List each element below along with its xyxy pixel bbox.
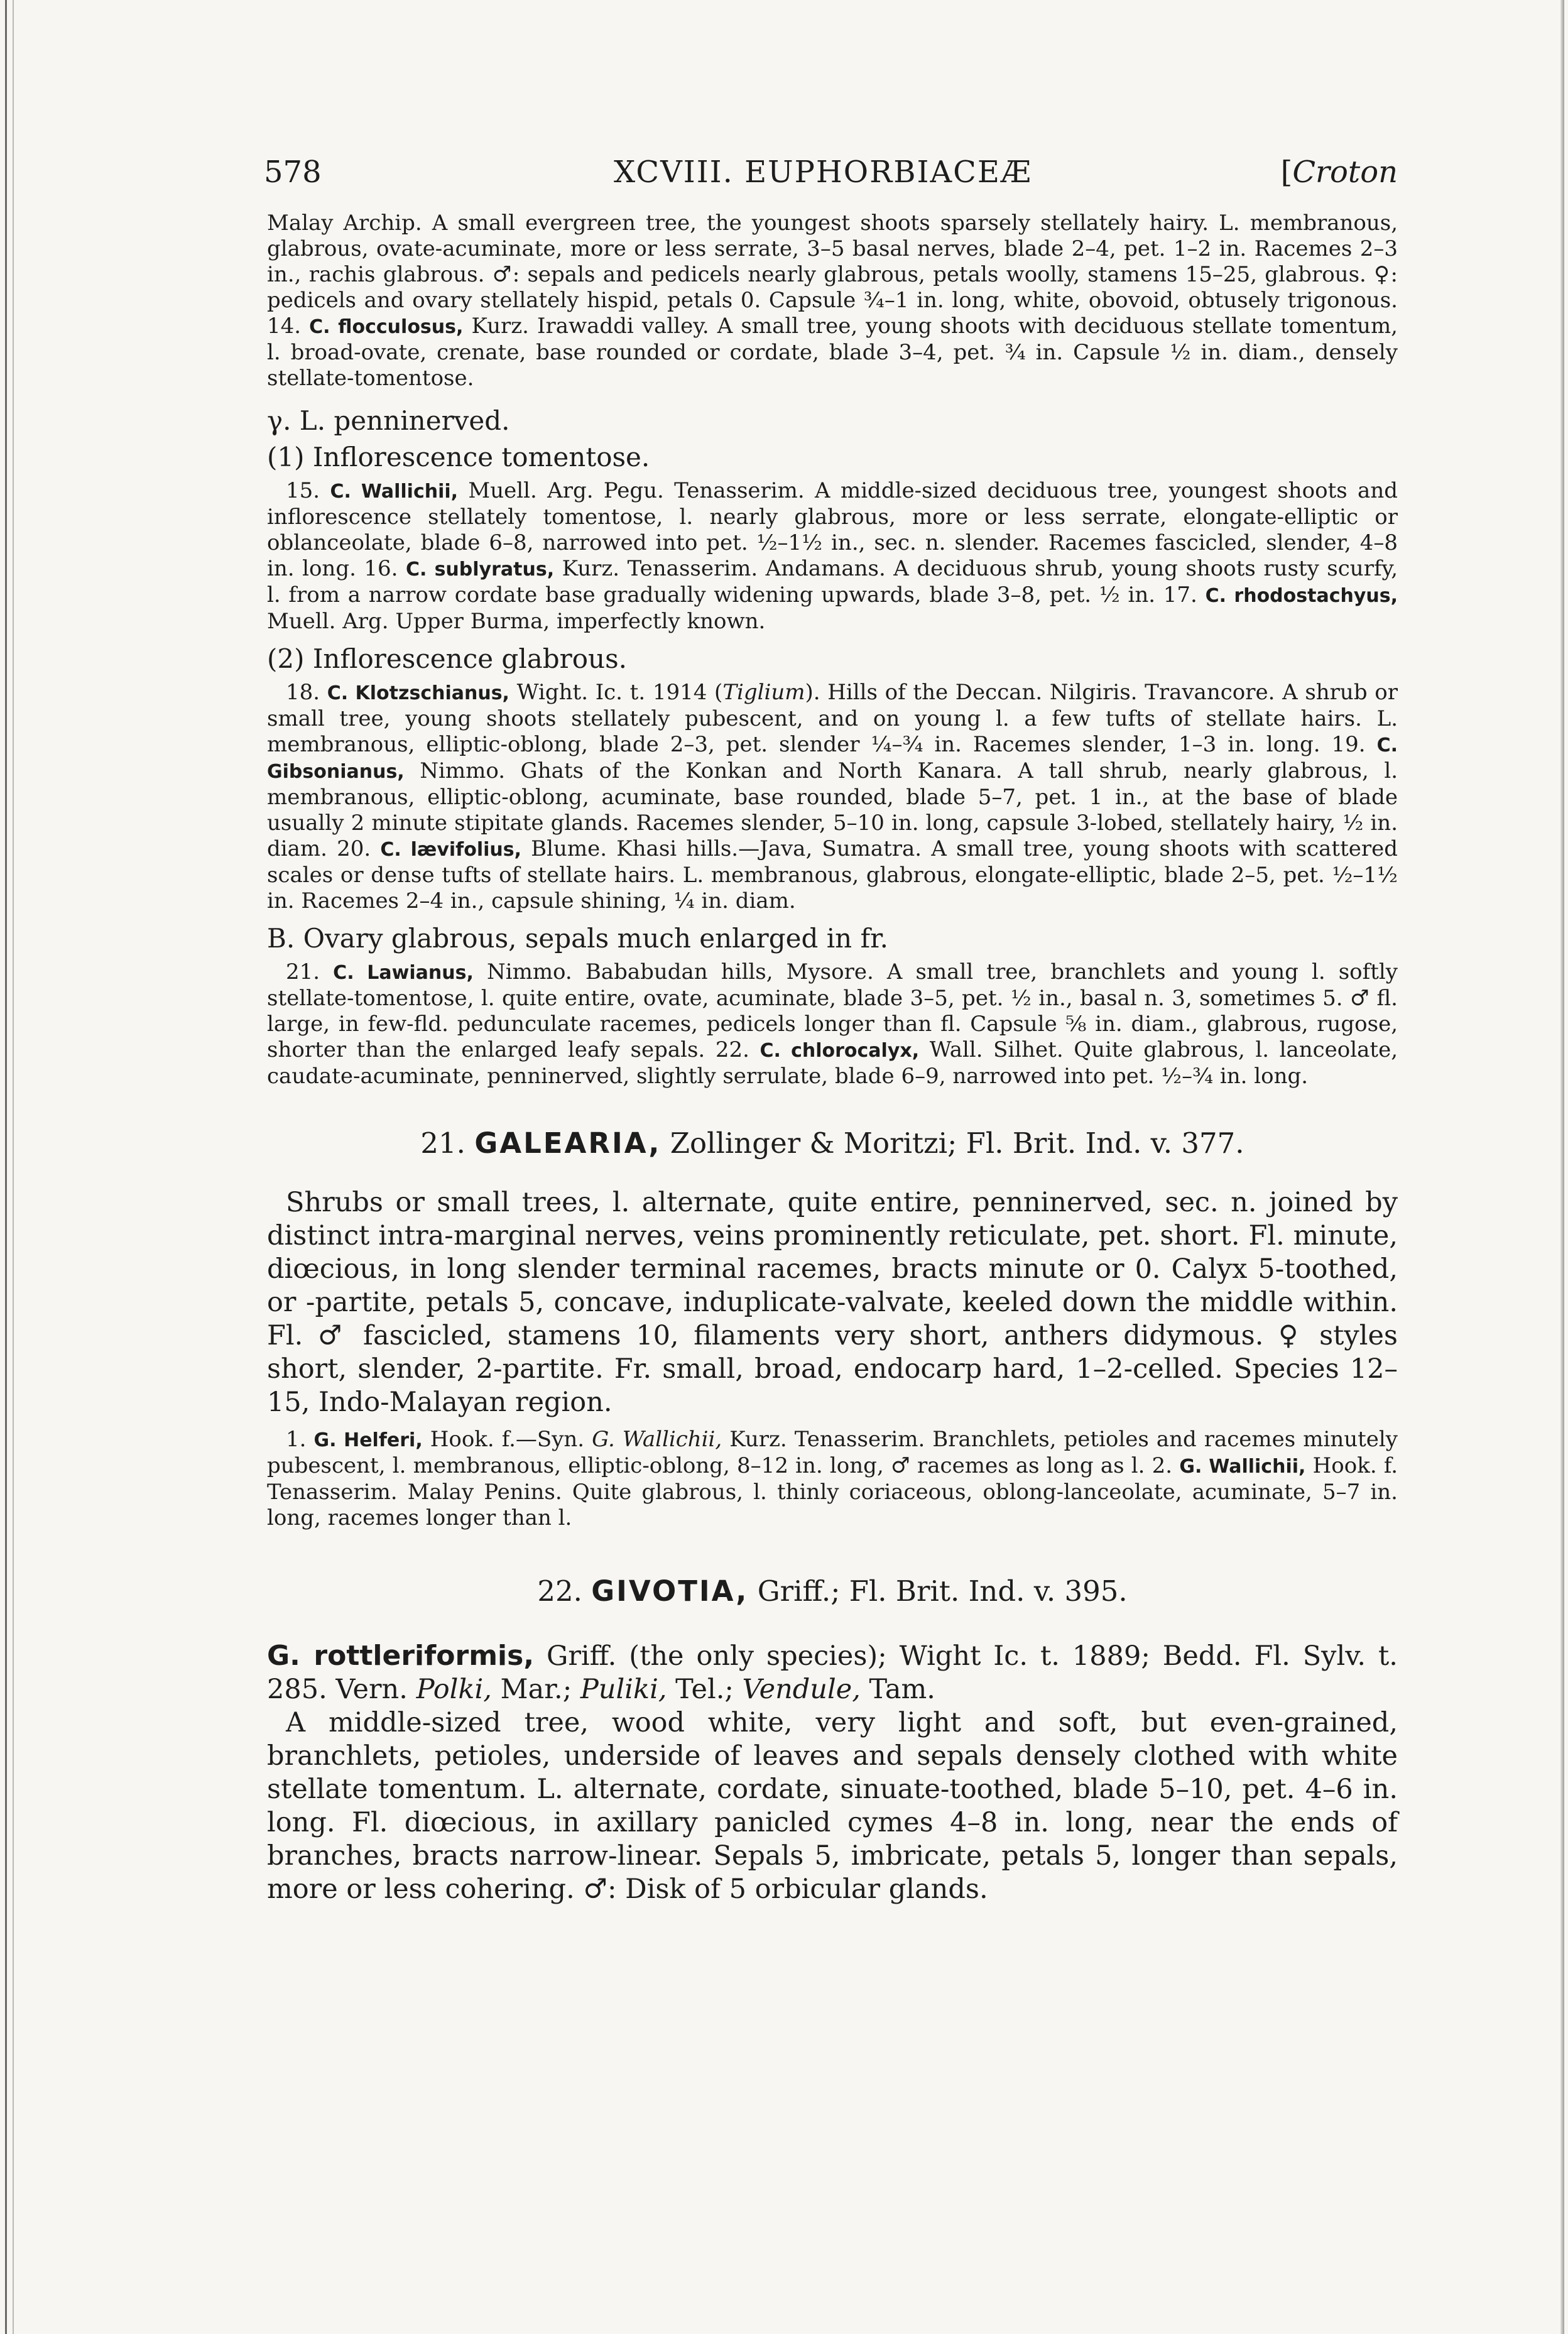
galearia-authority: Zollinger & Moritzi; Fl. Brit. Ind. v. 377. — [661, 1126, 1244, 1160]
givotia-species-paragraph — [267, 1639, 1398, 1706]
galearia-name: GALEARIA, — [474, 1126, 662, 1160]
running-genus: [ Croton — [1281, 155, 1398, 190]
sp18-number: 18. — [286, 680, 320, 705]
sp19-number: 19. — [1331, 732, 1366, 757]
species-21-22-paragraph — [267, 959, 1398, 1089]
sp15-text: Muell. Arg. Pegu. Tenasserim. A middle-sized deciduous tree, youngest shoots and inflorescence stellately tomentose, l. nearly glabrous, more or less serrate, elongate-elliptic or oblanceolate, blade 6–8, narrowed into pet. ½–1½ in., sec. n. slender. Racemes fascicled, slender, 4–8 in. long. — [267, 478, 1398, 581]
galearia-sp1-text-b: Kurz. Tenasserim. Branchlets, petioles and racemes minutely pubescent, l. membranous, elliptic-oblong, 8–12 in. long, ♂ racemes as long as l. — [267, 1427, 1398, 1478]
heading-inflorescence-tomentose: (1) Inflorescence tomentose. — [267, 442, 650, 472]
sp20-name: C. lævifolius, — [380, 839, 521, 861]
galearia-sp1-italic: G. Wallichii, — [592, 1427, 722, 1452]
binding-edge-inner — [13, 0, 14, 2334]
heading-gamma: γ. L. penninerved. — [267, 405, 510, 436]
givotia-species-text-d: Tam. — [860, 1674, 935, 1705]
heading-inflorescence-glabrous: (2) Inflorescence glabrous. — [267, 643, 627, 674]
sp16-text: Kurz. Tenasserim. Andamans. A deciduous shrub, young shoots rusty scurfy, l. from a narrow cordate base gradually widening upwards, blade 3–8, pet. ½ in. — [267, 556, 1398, 608]
sp17-number: 17. — [1163, 582, 1197, 608]
sp22-text: Wall. Silhet. Quite glabrous, l. lanceolate, caudate-acuminate, penninerved, slightly serrulate, blade 6–9, narrowed into pet. ½–¾ in. long. — [267, 1037, 1398, 1089]
galearia-sp2-number: 2. — [1152, 1453, 1173, 1478]
species-18-20-paragraph — [267, 680, 1398, 914]
intro-paragraph — [267, 210, 1398, 391]
sp16-name: C. sublyratus, — [406, 559, 555, 581]
sp15-number: 15. — [286, 478, 320, 503]
binding-edge — [5, 0, 7, 2334]
sp14-text: Kurz. Irawaddi valley. A small tree, young shoots with deciduous stellate tomentum, l. broad-ovate, crenate, base rounded or cordate, blade 3–4, pet. ¾ in. Capsule ½ in. diam., densely stellate-tomentose. — [267, 314, 1398, 391]
givotia-description: A middle-sized tree, wood white, very light and soft, but even-grained, branchlets, petioles, underside of leaves and sepals densely clothed with white stellate tomentum. L. alternate, cordate, sinuate-toothed, blade 5–10, pet. 4–6 in. long. Fl. diœcious, in axillary panicled cymes 4–8 in. long, near the ends of branches, bracts narrow-linear. Sepals 5, imbricate, petals 5, longer than sepals, more or less cohering. ♂: Disk of 5 orbicular glands. — [267, 1707, 1398, 1905]
sp19-name: C. Gibsonianus, — [267, 734, 1398, 783]
galearia-sp2-name: G. Wallichii, — [1179, 1456, 1306, 1478]
givotia-name: GIVOTIA, — [591, 1574, 749, 1608]
givotia-number: 22. — [537, 1574, 582, 1608]
sp22-name: C. chlorocalyx, — [760, 1040, 920, 1062]
givotia-heading — [267, 1574, 1398, 1609]
givotia-authority: Griff.; Fl. Brit. Ind. v. 395. — [748, 1574, 1128, 1608]
galearia-number: 21. — [420, 1126, 466, 1160]
sp19-text: Nimmo. Ghats of the Konkan and North Kanara. A tall shrub, nearly glabrous, l. membranous, elliptic-oblong, acuminate, base rounded, blade 5–7, pet. 1 in., at the base of blade usually 2 minute stipitate glands. Racemes slender, 5–10 in. long, capsule 3-lobed, stellately hairy, ½ in. diam. — [267, 758, 1398, 861]
sp21-number: 21. — [286, 959, 320, 984]
givotia-vern-3: Vendule, — [742, 1674, 861, 1705]
page-edge-shadow — [1560, 0, 1564, 2334]
givotia-species-name: G. rottleriformis, — [267, 1640, 535, 1672]
galearia-sp2-text: Hook. f. Tenasserim. Malay Penins. Quite glabrous, l. thinly coriaceous, oblong-lanceolate, acuminate, 5–7 in. long, racemes longer than l. — [267, 1453, 1398, 1530]
galearia-sp1-number: 1. — [286, 1427, 307, 1452]
galearia-sp1-text-a: Hook. f.—Syn. — [422, 1427, 592, 1452]
sp14-name: C. flocculosus, — [309, 316, 464, 338]
sp17-name: C. rhodostachyus, — [1205, 585, 1398, 607]
sp18-text-b: ). Hills of the Deccan. Nilgiris. Travancore. A shrub or small tree, young shoots stellately pubescent, and on young l. a few tufts of stellate hairs. L. membranous, elliptic-oblong, blade 2–3, pet. slender ¼–¾ in. Racemes slender, 1–3 in. long. — [267, 680, 1398, 757]
givotia-vern-1: Polki, — [416, 1674, 492, 1705]
sp18-italic: Tiglium — [722, 680, 805, 705]
galearia-heading — [267, 1126, 1398, 1161]
galearia-sp1-name: G. Helferi, — [313, 1429, 423, 1451]
page-number: 578 — [264, 155, 322, 190]
givotia-species-text-b: Mar.; — [491, 1674, 580, 1705]
running-title: XCVIII. EUPHORBIACEÆ — [614, 155, 1032, 190]
page-body — [267, 210, 1398, 1906]
sp15-name: C. Wallichii, — [330, 481, 459, 503]
sp17-text: Muell. Arg. Upper Burma, imperfectly known. — [267, 609, 766, 634]
sp14-number: 14. — [267, 314, 302, 339]
givotia-species-text-a: Griff. (the only species); Wight Ic. t. 1889; Bedd. Fl. Sylv. t. 285. Vern. — [267, 1640, 1398, 1705]
sp21-text: Nimmo. Bababudan hills, Mysore. A small tree, branchlets and young l. softly stellate-tomentose, l. quite entire, ovate, acuminate, blade 3–5, pet. ½ in., basal n. 3, sometimes 5. ♂ fl. large, in few-fld. pedunculate racemes, pedicels longer than fl. Capsule ⅝ in. diam., glabrous, rugose, shorter than the enlarged leafy sepals. — [267, 959, 1398, 1062]
sp16-number: 16. — [364, 556, 398, 581]
sp20-number: 20. — [337, 836, 371, 861]
sp20-text: Blume. Khasi hills.—Java, Sumatra. A small tree, young shoots with scattered scales or dense tufts of stellate hairs. L. membranous, glabrous, elongate-elliptic, blade 2–5, pet. ½–1½ in. Racemes 2–4 in., capsule shining, ¼ in. diam. — [267, 836, 1398, 913]
sp18-text-a: Wight. Ic. t. 1914 ( — [509, 680, 723, 705]
sp22-number: 22. — [715, 1037, 749, 1062]
heading-B: B. Ovary glabrous, sepals much enlarged in fr. — [267, 923, 888, 954]
intro-text: Malay Archip. A small evergreen tree, the youngest shoots sparsely stellately hairy. L. membranous, glabrous, ovate-acuminate, more or less serrate, 3–5 basal nerves, blade 2–4, pet. 1–2 in. Racemes 2–3 in., rachis glabrous. ♂: sepals and pedicels nearly glabrous, petals woolly, stamens 15–25, glabrous. ♀: pedicels and ovary stellately hispid, petals 0. Capsule ¾–1 in. long, white, obovoid, obtusely trigonous. — [267, 210, 1398, 313]
sp21-name: C. Lawianus, — [333, 962, 474, 984]
sp18-name: C. Klotzschianus, — [327, 682, 509, 704]
running-header — [248, 151, 1398, 207]
galearia-species-paragraph — [267, 1427, 1398, 1531]
species-15-17-paragraph — [267, 478, 1398, 635]
givotia-vern-2: Puliki, — [580, 1674, 667, 1705]
givotia-species-text-c: Tel.; — [667, 1674, 743, 1705]
galearia-description: Shrubs or small trees, l. alternate, quite entire, penninerved, sec. n. joined by distinct intra-marginal nerves, veins prominently reticulate, pet. short. Fl. minute, diœcious, in long slender terminal racemes, bracts minute or 0. Calyx 5-toothed, or -partite, petals 5, concave, induplicate-valvate, keeled down the middle within. Fl. ♂ fascicled, stamens 10, filaments very short, anthers didymous. ♀ styles short, slender, 2-partite. Fr. small, broad, endocarp hard, 1–2-celled. Species 12–15, Indo-Malayan region. — [267, 1187, 1398, 1418]
